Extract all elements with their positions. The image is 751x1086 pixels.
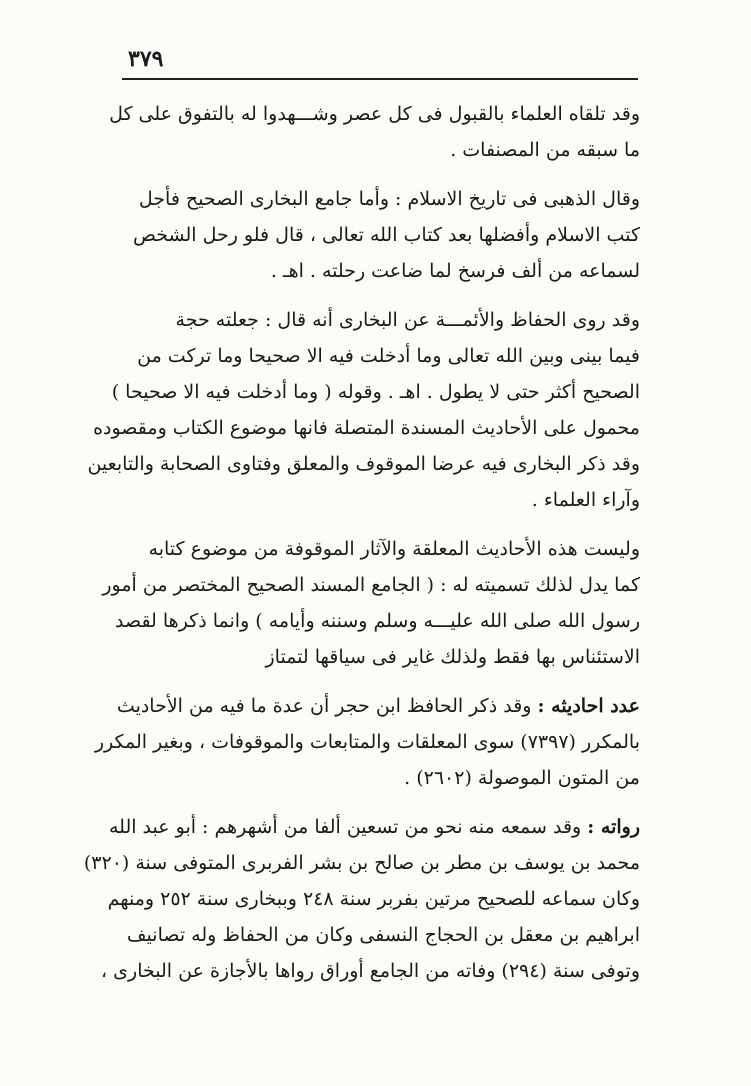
paragraph [102, 531, 640, 675]
text-line [108, 809, 640, 845]
paragraph [109, 96, 640, 168]
text-line: من المتون الموصولة (٢٦٠٢) . [404, 767, 640, 789]
text-line: كتب الاسلام وأفضلها بعد كتاب الله تعالى ، قال فلو رحل الشخص [132, 224, 640, 246]
text-line: وقال الذهبى فى تاريخ الاسلام : وأما جامع البخارى الصحيح فأجل [138, 188, 640, 210]
section-heading: عدد احاديثه : [537, 695, 640, 717]
text-line: الاستئناس بها فقط ولذلك غاير فى سياقها لتمتاز [265, 646, 640, 668]
text-line: وقد ذكر البخارى فيه عرضا الموقوف والمعلق وفتاوى الصحابة والتابعين [87, 453, 640, 475]
header-rule [122, 78, 638, 80]
paragraph [83, 809, 640, 989]
text-line: بالمكرر (٧٣٩٧) سوى المعلقات والمتابعات والموقوفات ، وبغير المكرر [94, 731, 640, 753]
text-line: فيما بينى وبين الله تعالى وما أدخلت فيه الا صحيحا وما تركت من [137, 345, 640, 367]
text-line: وآراء العلماء . [531, 489, 640, 511]
text-line: رسول الله صلى الله عليـــه وسلم وسننه وأيامه ) وانما ذكرها لقصد [115, 610, 640, 632]
text-line: ابراهيم بن معقل بن الحجاج النسفى وكان من الحفاظ وله تصانيف [126, 924, 640, 946]
text-line [116, 688, 640, 724]
text-line: ما سبقه من المصنفات . [450, 139, 640, 161]
text-line: وليست هذه الأحاديث المعلقة والآثار الموقوفة من موضوع كتابه [148, 538, 640, 560]
line-text: وقد سمعه منه نحو من تسعين ألفا من أشهرهم : أبو عبد الله [108, 816, 588, 838]
text-line: وتوفى سنة (٢٩٤) وفاته من الجامع أوراق رواها بالأجازة عن البخارى ، [101, 960, 640, 982]
text-line: الصحيح أكثر حتى لا يطول . اهـ . وقوله ( وما أدخلت فيه الا صحيحا ) [111, 381, 640, 403]
page-number: ٣٧٩ [128, 46, 164, 72]
text-line: وكان سماعه للصحيح مرتين بفربر سنة ٢٤٨ وببخارى سنة ٢٥٢ ومنهم [107, 888, 640, 910]
text-line: كما يدل لذلك تسميته له : ( الجامع المسند الصحيح المختصر من أمور [102, 574, 640, 596]
text-line: لسماعه من ألف فرسخ لما ضاعت رحلته . اهـ . [270, 260, 640, 282]
text-line: وقد روى الحفاظ والأئمـــة عن البخارى أنه قال : جعلته حجة [175, 309, 640, 331]
paragraph [130, 181, 640, 289]
page-body [83, 96, 640, 989]
text-line: محمول على الأحاديث المسندة المتصلة فانها موضوع الكتاب ومقصوده [93, 417, 640, 439]
line-text: وقد ذكر الحافظ ابن حجر أن عدة ما فيه من الأحاديث [116, 695, 538, 717]
paragraph [94, 688, 640, 796]
text-line: محمد بن يوسف بن مطر بن صالح بن بشر الفربرى المتوفى سنة (٣٢٠) [83, 852, 640, 874]
paragraph [87, 302, 640, 518]
text-line: وقد تلقاه العلماء بالقبول فى كل عصر وشـــهدوا له بالتفوق على كل [109, 103, 640, 125]
section-heading: رواته : [587, 816, 640, 838]
